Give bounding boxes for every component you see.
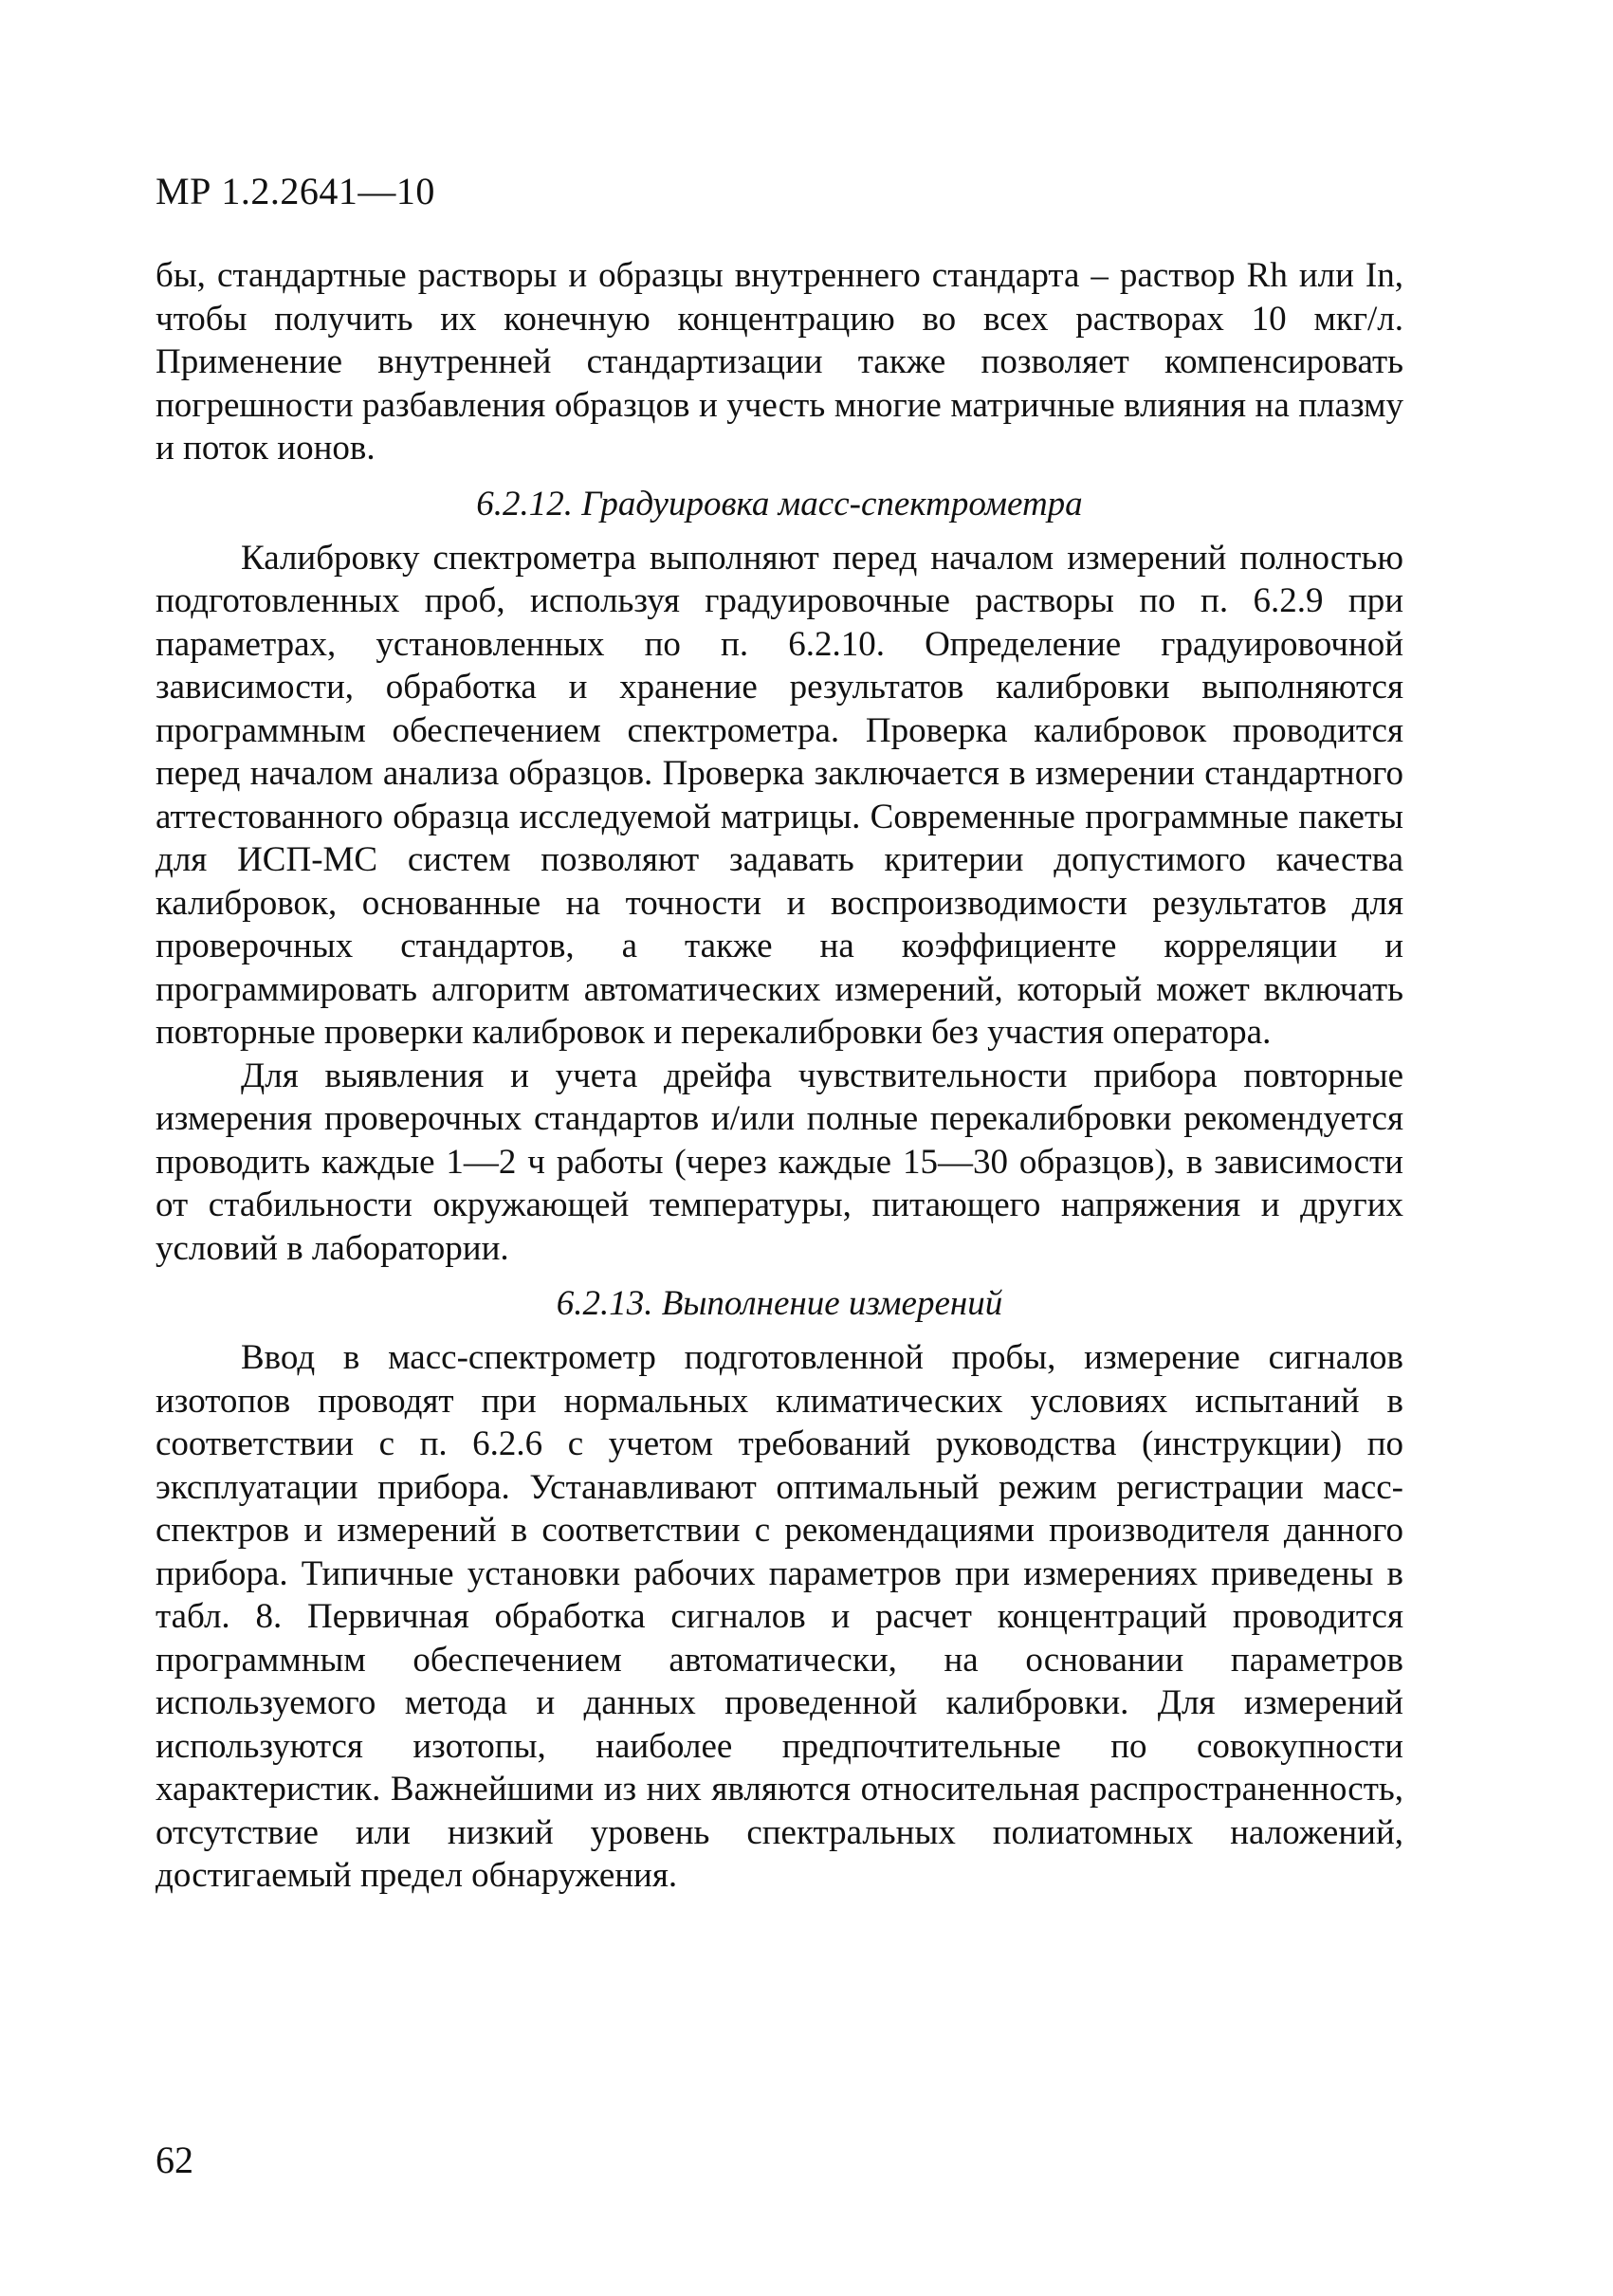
document-page	[156, 0, 1403, 2296]
section-heading-calibration: 6.2.12. Градуировка масс-спектрометра	[476, 484, 1083, 523]
page-number: 62	[156, 2139, 193, 2181]
paragraph-calibration: Калибровку спектрометра выполняют перед началом измерений полностью подготовленных проб, используя градуировочные растворы по п. 6.2.9 при параметрах, установленных по п. 6.2.10. Определение градуировочной зависимости, обработка и хранение результатов калибровки выполняются программным обеспечением спектрометра. Проверка калибровок проводится перед началом анализа образцов. Проверка заключается в измерении стандартного аттестованного образца исследуемой матрицы. Современные программные пакеты для ИСП-МС систем позволяют задавать критерии допустимого качества калибровок, основанные на точности и воспроизводимости результатов для проверочных стандартов, а также на коэффициенте корреляции и программировать алгоритм автоматических измерений, который может включать повторные проверки калибровок и перекалибровки без участия оператора.	[156, 538, 1403, 1052]
section-heading-measurements: 6.2.13. Выполнение измерений	[556, 1284, 1003, 1323]
document-code-header: МР 1.2.2641—10	[156, 170, 435, 212]
paragraph-continuation: бы, стандартные растворы и образцы внутреннего стандарта – раствор Rh или In, чтобы получить их конечную концентрацию во всех растворах 10 мкг/л. Применение внутренней стандартизации также позволяет компенсировать погрешности разбавления образцов и учесть многие матричные влияния на плазму и поток ионов.	[156, 256, 1403, 468]
paragraph-measurements: Ввод в масс-спектрометр подготовленной пробы, измерение сигналов изотопов проводят при нормальных климатических условиях испытаний в соответствии с п. 6.2.6 с учетом требований руководства (инструкции) по эксплуатации прибора. Устанавливают оптимальный режим регистрации масс-спектров и измерений в соответствии с рекомендациями производителя данного прибора. Типичные установки рабочих параметров при измерениях приведены в табл. 8. Первичная обработка сигналов и расчет концентраций проводится программным обеспечением автоматически, на основании параметров используемого метода и данных проведенной калибровки. Для измерений используются изотопы, наиболее предпочтительные по совокупности характеристик. Важнейшими из них являются относительная распространенность, отсутствие или низкий уровень спектральных полиатомных наложений, достигаемый предел обнаружения.	[156, 1338, 1403, 1895]
paragraph-drift: Для выявления и учета дрейфа чувствительности прибора повторные измерения проверочных стандартов и/или полные перекалибровки рекомендуется проводить каждые 1—2 ч работы (через каждые 15—30 образцов), в зависимости от стабильности окружающей температуры, питающего напряжения и других условий в лаборатории.	[156, 1056, 1403, 1268]
document-body	[156, 254, 1403, 1898]
